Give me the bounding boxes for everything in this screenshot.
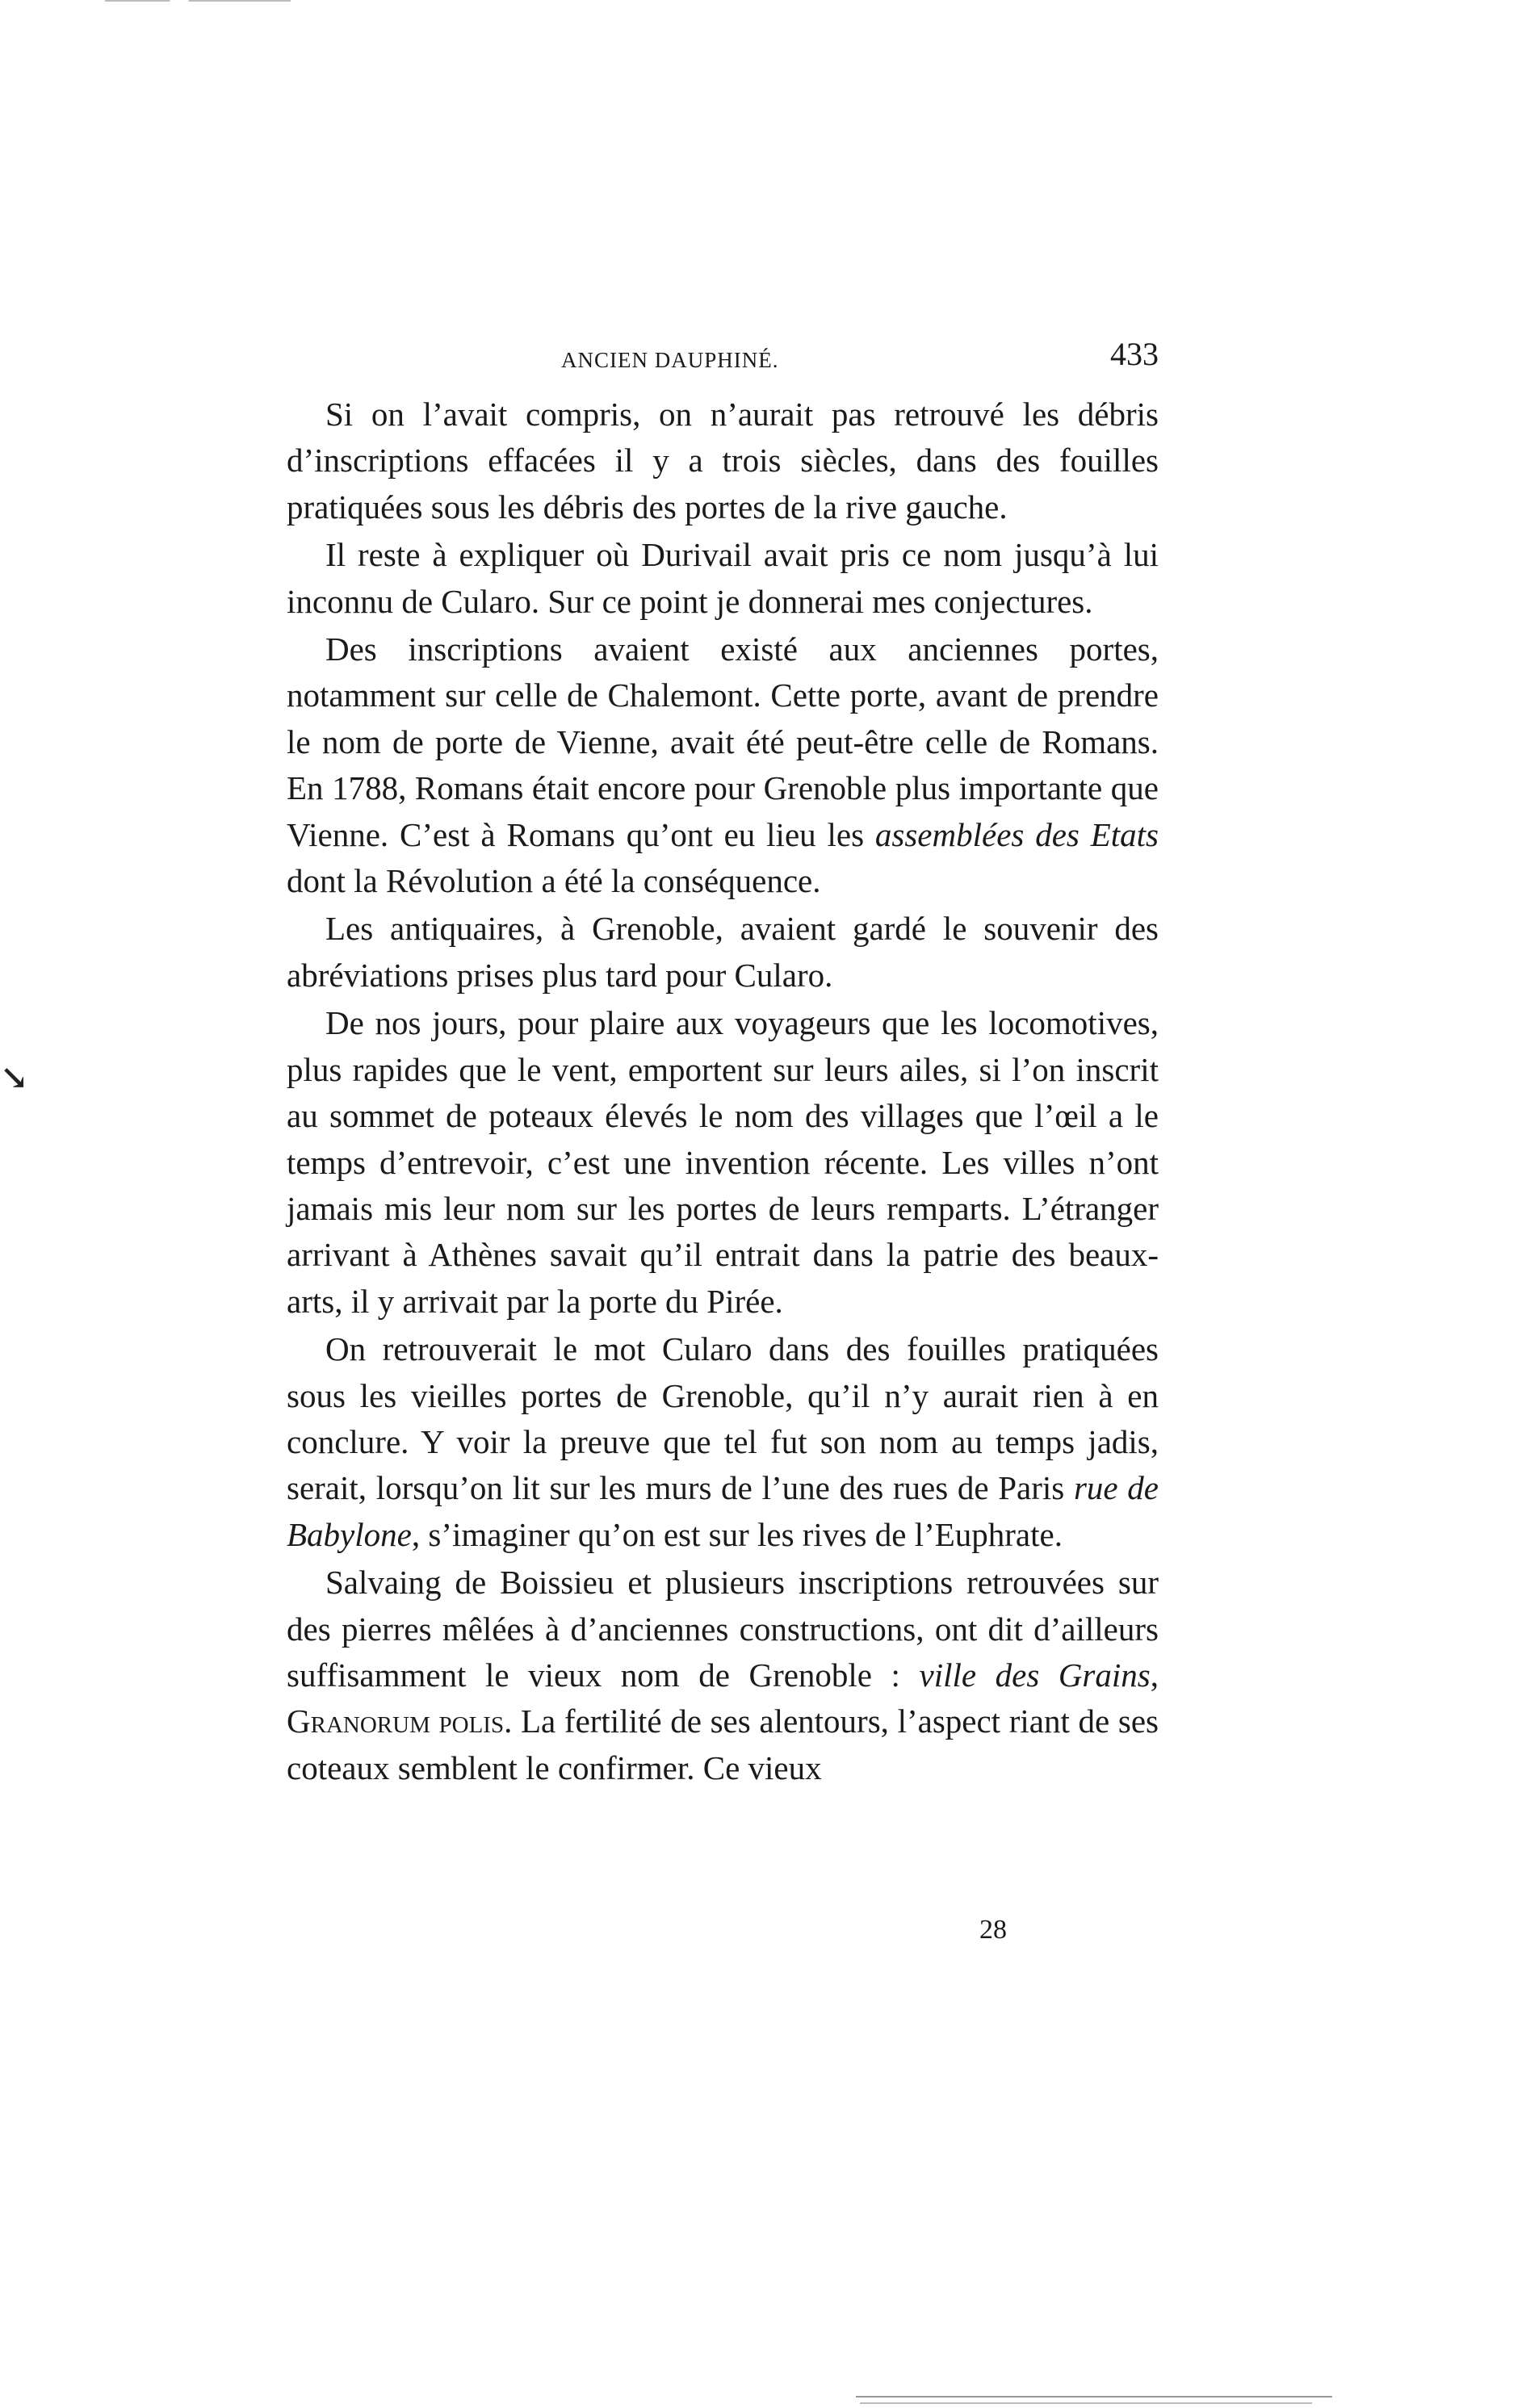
text-run: Il reste à expliquer où Durivail avait pris ce nom jusqu’à lui inconnu de Cularo. Sur ce point je donnerai mes conjectures.: [287, 536, 1159, 620]
paragraph: [287, 1560, 1159, 1791]
running-title: ANCIEN DAUPHINÉ.: [561, 348, 779, 372]
paragraph: [287, 626, 1159, 904]
text-run: Les antiquaires, à Grenoble, avaient gardé le souvenir des abréviations prises plus tard pour Cularo.: [287, 910, 1159, 994]
text-run: . La fertilité de ses alentours, l’aspect riant de ses coteaux semblent le confirmer. Ce vieux: [287, 1702, 1159, 1786]
body-text: [287, 392, 1159, 1791]
paragraph: [287, 1326, 1159, 1558]
text-run: , s’imaginer qu’on est sur les rives de l’Euphrate.: [411, 1515, 1063, 1553]
margin-mark: ↘: [0, 1060, 29, 1097]
text-run: On retrouverait le mot Cularo dans des fouilles pratiquées sous les vieilles portes de Grenoble, qu’il n’y aurait rien à en conclure. Y voir la preuve que tel fut son nom au temps jadis, serait, lorsqu’on lit sur les murs de l’une des rues de Paris: [287, 1330, 1159, 1507]
italic-text-run: ville des Grains: [919, 1656, 1151, 1694]
text-run: Des inscriptions avaient existé aux anciennes portes, notamment sur celle de Chalemont. Cette porte, avant de prendre le nom de porte de Vienne, avait été peut-être celle de Romans. En 1788, Romans était encore pour Grenoble plus importante que Vienne. C’est à Romans qu’ont eu lieu les: [287, 630, 1159, 853]
bottom-edge-rule: [856, 2396, 1332, 2398]
running-head: [287, 335, 1159, 383]
paragraph: [287, 906, 1159, 999]
text-run: ,: [1150, 1656, 1159, 1694]
italic-text-run: assemblées des Etats: [874, 815, 1159, 853]
text-run: Salvaing de Boissieu et plusieurs inscriptions retrouvées sur des pierres mêlées à d’anciennes constructions, ont dit d’ailleurs suffisamment le vieux nom de Grenoble :: [287, 1564, 1159, 1694]
bottom-edge-rule-secondary: [860, 2402, 1312, 2404]
paragraph: [287, 532, 1159, 625]
paragraph: [287, 1000, 1159, 1325]
italic-text-run: rue de Babylone: [287, 1469, 1159, 1553]
top-edge-rule: [105, 0, 291, 2]
smallcaps-text-run: Granorum polis: [287, 1702, 505, 1740]
signature-mark: 28: [979, 1915, 1007, 1945]
text-run: De nos jours, pour plaire aux voyageurs que les locomotives, plus rapides que le vent, emportent sur leurs ailes, si l’on inscrit au sommet de poteaux élevés le nom des villages que l’œil a le temps d’entrevoir, c’est une invention récente. Les villes n’ont jamais mis leur nom sur les portes de leurs remparts. L’étranger arrivant à Athènes savait qu’il entrait dans la patrie des beaux-arts, il y arrivait par la porte du Pirée.: [287, 1004, 1159, 1320]
page-number: 433: [1110, 336, 1159, 372]
text-run: Si on l’avait compris, on n’aurait pas retrouvé les débris d’inscriptions effacées il y a trois siècles, dans des fouilles pratiquées sous les débris des portes de la rive gauche.: [287, 396, 1159, 526]
paragraph: [287, 392, 1159, 530]
text-run: dont la Révolution a été la conséquence.: [287, 862, 821, 900]
